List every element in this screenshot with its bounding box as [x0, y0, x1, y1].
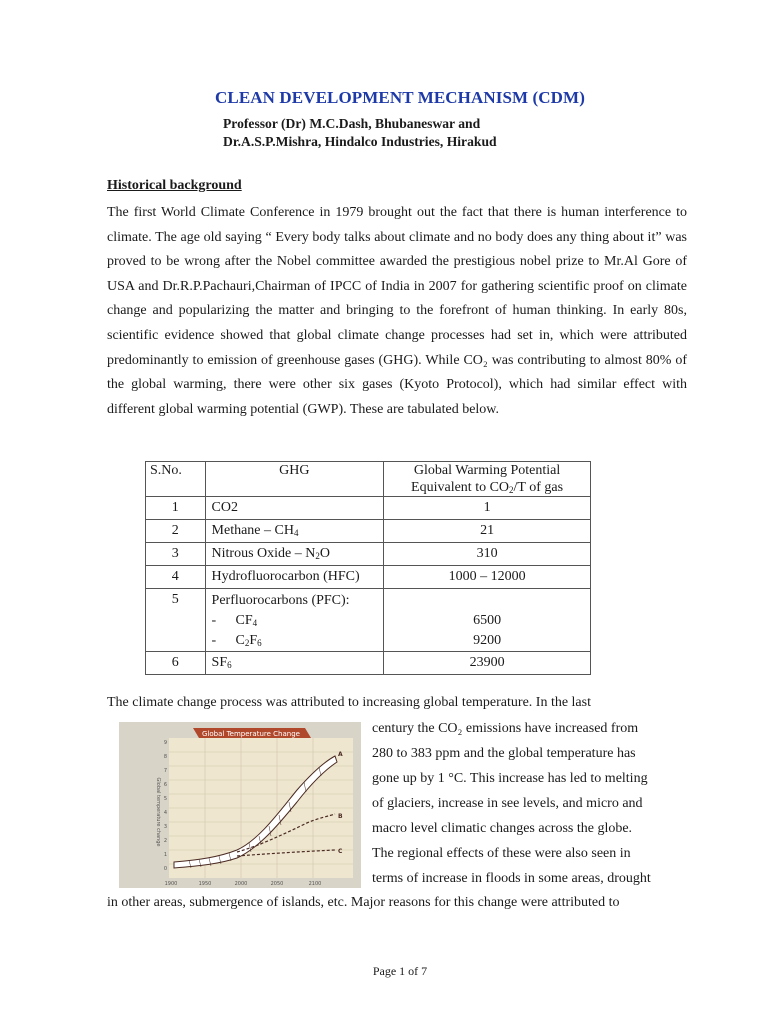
figure-title: Global Temperature Change	[202, 730, 300, 738]
row-sno: 3	[146, 543, 206, 566]
y-tick: 6	[163, 782, 167, 788]
row-gas	[205, 520, 384, 543]
header-ghg: GHG	[205, 462, 384, 497]
y-tick: 7	[163, 768, 167, 774]
row-gwp: 23900	[384, 652, 591, 675]
row-sno: 6	[146, 652, 206, 675]
table-header-row	[146, 462, 591, 497]
curve-label-a: A	[338, 751, 343, 758]
curve-label-c: C	[338, 848, 343, 855]
wrap-line: macro level climatic changes across the globe.	[372, 821, 633, 836]
y-tick: 4	[163, 810, 167, 816]
header-sno: S.No.	[146, 462, 206, 497]
x-tick: 2100	[308, 881, 322, 887]
row-gwp: 1	[384, 497, 591, 520]
x-tick: 2000	[234, 881, 248, 887]
y-tick: 3	[163, 824, 167, 830]
table-row	[146, 520, 591, 543]
header-gwp-line2b: /T of gas	[513, 480, 564, 495]
pfc-dash: -	[211, 633, 217, 648]
table-row-pfc	[146, 589, 591, 652]
gas-subscript: 2	[244, 638, 250, 648]
ghg-table	[145, 461, 591, 675]
row-gas	[205, 566, 384, 589]
gas-subscript: 6	[227, 660, 232, 670]
table-row	[146, 652, 591, 675]
document-title: CLEAN DEVELOPMENT MECHANISM (CDM)	[215, 88, 585, 107]
header-gwp-line1: Global Warming Potential	[413, 463, 561, 478]
table-row	[146, 497, 591, 520]
header-gwp	[384, 462, 591, 497]
curve-label-b: B	[338, 813, 343, 820]
gas-name-tail: O	[319, 546, 330, 561]
pfc-item-c2f6	[212, 631, 380, 651]
pfc-label: Perfluorocarbons (PFC):	[211, 593, 350, 608]
paragraph-climate-change-first-line: The climate change process was attributed to increasing global temperature. In the last	[107, 695, 591, 710]
wrap-line: terms of increase in floods in some areas, drought	[372, 871, 651, 886]
author-line-1: Professor (Dr) M.C.Dash, Bhubaneswar and	[223, 116, 481, 131]
row-gwp: 21	[384, 520, 591, 543]
gas-name: F	[249, 633, 258, 648]
y-tick: 2	[163, 838, 167, 844]
gas-name: Hydrofluorocarbon (HFC)	[211, 569, 360, 584]
row-gas	[205, 543, 384, 566]
y-tick: 5	[163, 796, 167, 802]
wrapped-paragraph	[372, 716, 687, 891]
wrap-line: century the CO₂ emissions have increased from	[372, 721, 639, 736]
global-temperature-change-figure	[119, 722, 361, 888]
gwp-cf4: 6500	[473, 613, 502, 628]
row-sno: 4	[146, 566, 206, 589]
row-sno: 2	[146, 520, 206, 543]
row-gas	[205, 497, 384, 520]
row-gwp: 310	[384, 543, 591, 566]
row-gas	[205, 652, 384, 675]
page-number: Page 1 of 7	[372, 964, 428, 978]
paragraph-historical-background: The first World Climate Conference in 1979 brought out the fact that there is human interference to climate. The age old saying “ Every body talks about climate and no body does any thing about it” was proved to be wrong after the Nobel committee awarded the prestigious nobel prize to Mr.Al Gore of USA and Dr.R.P.Pachauri,Chairman of IPCC of India in 2007 for gathering scientific proof on climate change and popularizing the matter and bringing to the forefront of human thinking. In early 80s, scientific evidence showed that global climate change processes had set in, which were attributed predominantly to emission of greenhouse gases (GHG). While CO₂ was contributing to almost 80% of the global warming, there were other six gases (Kyoto Protocol), which had similar effect with different global warming potential (GWP). These are tabulated below.	[107, 205, 687, 417]
gas-name: C	[235, 633, 245, 648]
wrap-line: of glaciers, increase in see levels, and micro and	[372, 796, 643, 811]
figure-y-label: Global temperature change	[155, 777, 161, 847]
wrap-line: 280 to 383 ppm and the global temperature has	[372, 746, 636, 761]
gas-name: Methane – CH	[211, 523, 294, 538]
gas-name: Nitrous Oxide – N	[211, 546, 316, 561]
row-gas	[205, 589, 384, 652]
pfc-dash: -	[211, 613, 217, 628]
paragraph-climate-change-last-line: in other areas, submergence of islands, etc. Major reasons for this change were attributed to	[107, 895, 620, 910]
table-row	[146, 543, 591, 566]
x-tick: 2050	[270, 881, 284, 887]
table-row	[146, 566, 591, 589]
pfc-item-cf4	[212, 611, 380, 631]
y-tick: 0	[163, 866, 167, 872]
gas-name: CF	[235, 613, 253, 628]
y-tick: 1	[163, 852, 167, 858]
header-gwp-sub: 2	[509, 485, 514, 495]
gas-name: SF	[211, 655, 228, 670]
gas-subscript: 2	[315, 551, 320, 561]
wrap-line: gone up by 1 °C. This increase has led to melting	[372, 771, 648, 786]
gas-subscript: 6	[257, 638, 262, 648]
section-heading: Historical background	[107, 178, 242, 193]
row-sno: 1	[146, 497, 206, 520]
row-sno: 5	[146, 589, 206, 652]
gas-name: CO2	[211, 500, 238, 515]
x-tick: 1900	[164, 881, 178, 887]
y-tick: 9	[163, 740, 167, 746]
y-tick: 8	[163, 754, 167, 760]
x-tick: 1950	[198, 881, 212, 887]
wrap-line: The regional effects of these were also seen in	[372, 846, 631, 861]
gwp-c2f6: 9200	[473, 633, 502, 648]
row-gwp	[384, 589, 591, 652]
author-line-2: Dr.A.S.P.Mishra, Hindalco Industries, Hirakud	[223, 134, 497, 149]
header-gwp-line2a: Equivalent to CO	[411, 480, 510, 495]
gas-subscript: 4	[293, 528, 299, 538]
row-gwp: 1000 – 12000	[384, 566, 591, 589]
gas-subscript: 4	[252, 618, 258, 628]
